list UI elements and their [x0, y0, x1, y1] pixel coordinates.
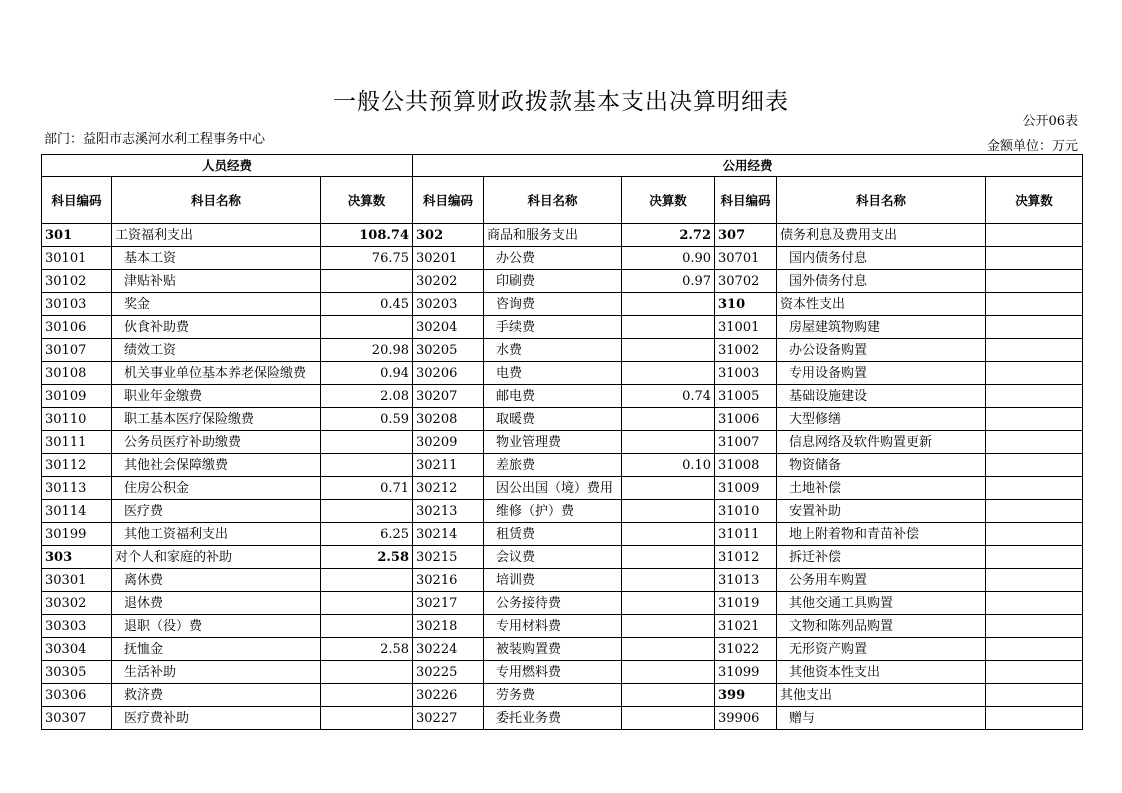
- code-cell: 31019: [715, 592, 777, 615]
- code-cell: 30109: [42, 385, 112, 408]
- code-cell: 30305: [42, 661, 112, 684]
- amount-cell: [986, 684, 1083, 707]
- amount-cell: [622, 500, 715, 523]
- code-cell: 30207: [413, 385, 484, 408]
- table-row: [42, 385, 1083, 408]
- code-cell: 31007: [715, 431, 777, 454]
- code-cell: 30103: [42, 293, 112, 316]
- name-cell: 公务员医疗补助缴费: [112, 431, 321, 454]
- amount-cell: [986, 316, 1083, 339]
- amount-cell: 0.45: [321, 293, 413, 316]
- amount-cell: [622, 546, 715, 569]
- table-row: [42, 224, 1083, 247]
- amount-cell: [986, 569, 1083, 592]
- name-cell: 物资储备: [777, 454, 986, 477]
- code-cell: 303: [42, 546, 112, 569]
- header-name-1: 科目名称: [112, 177, 321, 224]
- amount-cell: [321, 592, 413, 615]
- amount-cell: [622, 362, 715, 385]
- code-cell: 30206: [413, 362, 484, 385]
- name-cell: 退休费: [112, 592, 321, 615]
- code-cell: 31022: [715, 638, 777, 661]
- amount-cell: 2.58: [321, 546, 413, 569]
- name-cell: 工资福利支出: [112, 224, 321, 247]
- amount-cell: [986, 477, 1083, 500]
- table-row: [42, 615, 1083, 638]
- name-cell: 办公设备购置: [777, 339, 986, 362]
- name-cell: 医疗费: [112, 500, 321, 523]
- code-cell: 30108: [42, 362, 112, 385]
- amount-cell: 0.94: [321, 362, 413, 385]
- code-cell: 30226: [413, 684, 484, 707]
- amount-cell: 0.59: [321, 408, 413, 431]
- code-cell: 30303: [42, 615, 112, 638]
- code-cell: 30102: [42, 270, 112, 293]
- amount-cell: 0.97: [622, 270, 715, 293]
- table-row: [42, 247, 1083, 270]
- code-cell: 399: [715, 684, 777, 707]
- code-cell: 30204: [413, 316, 484, 339]
- name-cell: 基本工资: [112, 247, 321, 270]
- code-cell: 31010: [715, 500, 777, 523]
- name-cell: 抚恤金: [112, 638, 321, 661]
- amount-cell: [622, 638, 715, 661]
- amount-cell: [622, 569, 715, 592]
- code-cell: 30111: [42, 431, 112, 454]
- amount-cell: 6.25: [321, 523, 413, 546]
- code-cell: 31001: [715, 316, 777, 339]
- code-cell: 30199: [42, 523, 112, 546]
- name-cell: 债务利息及费用支出: [777, 224, 986, 247]
- header-amount-2: 决算数: [622, 177, 715, 224]
- code-cell: 31012: [715, 546, 777, 569]
- header-code-1: 科目编码: [42, 177, 112, 224]
- name-cell: 培训费: [484, 569, 622, 592]
- name-cell: 被装购置费: [484, 638, 622, 661]
- name-cell: 其他支出: [777, 684, 986, 707]
- name-cell: 专用设备购置: [777, 362, 986, 385]
- name-cell: 资本性支出: [777, 293, 986, 316]
- name-cell: 其他工资福利支出: [112, 523, 321, 546]
- code-cell: 30213: [413, 500, 484, 523]
- name-cell: 其他资本性支出: [777, 661, 986, 684]
- name-cell: 劳务费: [484, 684, 622, 707]
- code-cell: 310: [715, 293, 777, 316]
- table-row: [42, 684, 1083, 707]
- code-cell: 30110: [42, 408, 112, 431]
- amount-cell: 76.75: [321, 247, 413, 270]
- table-row: [42, 454, 1083, 477]
- amount-cell: 2.58: [321, 638, 413, 661]
- amount-cell: [622, 684, 715, 707]
- name-cell: 绩效工资: [112, 339, 321, 362]
- name-cell: 因公出国（境）费用: [484, 477, 622, 500]
- amount-cell: [321, 615, 413, 638]
- code-cell: 31006: [715, 408, 777, 431]
- table-row: [42, 569, 1083, 592]
- amount-cell: [321, 569, 413, 592]
- code-cell: 30216: [413, 569, 484, 592]
- amount-cell: 2.72: [622, 224, 715, 247]
- amount-cell: 0.10: [622, 454, 715, 477]
- code-cell: 31002: [715, 339, 777, 362]
- code-cell: 31003: [715, 362, 777, 385]
- group-public: 公用经费: [413, 155, 1083, 177]
- amount-unit-label: 金额单位：万元: [986, 139, 1078, 154]
- name-cell: 差旅费: [484, 454, 622, 477]
- amount-cell: 0.90: [622, 247, 715, 270]
- name-cell: 其他交通工具购置: [777, 592, 986, 615]
- code-cell: 30208: [413, 408, 484, 431]
- code-cell: 30214: [413, 523, 484, 546]
- amount-cell: [622, 408, 715, 431]
- code-cell: 31011: [715, 523, 777, 546]
- name-cell: 拆迁补偿: [777, 546, 986, 569]
- table-row: [42, 661, 1083, 684]
- table-code: 公开06表: [1022, 114, 1078, 129]
- name-cell: 手续费: [484, 316, 622, 339]
- name-cell: 无形资产购置: [777, 638, 986, 661]
- code-cell: 307: [715, 224, 777, 247]
- amount-cell: [321, 500, 413, 523]
- code-cell: 30217: [413, 592, 484, 615]
- code-cell: 31005: [715, 385, 777, 408]
- code-cell: 30224: [413, 638, 484, 661]
- name-cell: 房屋建筑物购建: [777, 316, 986, 339]
- name-cell: 离休费: [112, 569, 321, 592]
- code-cell: 30218: [413, 615, 484, 638]
- amount-cell: [986, 224, 1083, 247]
- name-cell: 国外债务付息: [777, 270, 986, 293]
- name-cell: 专用燃料费: [484, 661, 622, 684]
- name-cell: 信息网络及软件购置更新: [777, 431, 986, 454]
- code-cell: 30201: [413, 247, 484, 270]
- table-row: [42, 293, 1083, 316]
- code-cell: 30702: [715, 270, 777, 293]
- name-cell: 会议费: [484, 546, 622, 569]
- amount-cell: [986, 270, 1083, 293]
- name-cell: 公务接待费: [484, 592, 622, 615]
- header-amount-1: 决算数: [321, 177, 413, 224]
- amount-cell: [622, 523, 715, 546]
- amount-cell: 108.74: [321, 224, 413, 247]
- code-cell: 30701: [715, 247, 777, 270]
- amount-cell: 0.71: [321, 477, 413, 500]
- table-row: [42, 546, 1083, 569]
- name-cell: 维修（护）费: [484, 500, 622, 523]
- table-row: [42, 500, 1083, 523]
- amount-cell: [321, 684, 413, 707]
- name-cell: 生活补助: [112, 661, 321, 684]
- code-cell: 31099: [715, 661, 777, 684]
- code-cell: 30304: [42, 638, 112, 661]
- code-cell: 39906: [715, 707, 777, 730]
- name-cell: 土地补偿: [777, 477, 986, 500]
- code-cell: 30212: [413, 477, 484, 500]
- amount-cell: [321, 316, 413, 339]
- name-cell: 委托业务费: [484, 707, 622, 730]
- amount-cell: [622, 431, 715, 454]
- amount-cell: [622, 477, 715, 500]
- amount-cell: 0.74: [622, 385, 715, 408]
- name-cell: 国内债务付息: [777, 247, 986, 270]
- table-row: [42, 339, 1083, 362]
- code-cell: 30307: [42, 707, 112, 730]
- name-cell: 医疗费补助: [112, 707, 321, 730]
- table-row: [42, 523, 1083, 546]
- amount-cell: [986, 707, 1083, 730]
- name-cell: 商品和服务支出: [484, 224, 622, 247]
- name-cell: 职业年金缴费: [112, 385, 321, 408]
- name-cell: 住房公积金: [112, 477, 321, 500]
- name-cell: 公务用车购置: [777, 569, 986, 592]
- table-row: [42, 592, 1083, 615]
- name-cell: 职工基本医疗保险缴费: [112, 408, 321, 431]
- name-cell: 取暖费: [484, 408, 622, 431]
- amount-cell: [986, 546, 1083, 569]
- code-cell: 30203: [413, 293, 484, 316]
- amount-cell: [321, 661, 413, 684]
- table-row: [42, 707, 1083, 730]
- code-cell: 30112: [42, 454, 112, 477]
- amount-cell: [622, 592, 715, 615]
- table-row: [42, 638, 1083, 661]
- name-cell: 租赁费: [484, 523, 622, 546]
- name-cell: 物业管理费: [484, 431, 622, 454]
- amount-cell: [321, 707, 413, 730]
- amount-cell: [986, 661, 1083, 684]
- name-cell: 文物和陈列品购置: [777, 615, 986, 638]
- table-row: [42, 316, 1083, 339]
- code-cell: 30302: [42, 592, 112, 615]
- amount-cell: [986, 454, 1083, 477]
- code-cell: 30107: [42, 339, 112, 362]
- amount-cell: [622, 293, 715, 316]
- name-cell: 大型修缮: [777, 408, 986, 431]
- name-cell: 水费: [484, 339, 622, 362]
- code-cell: 30209: [413, 431, 484, 454]
- header-amount-3: 决算数: [986, 177, 1083, 224]
- name-cell: 印刷费: [484, 270, 622, 293]
- code-cell: 30306: [42, 684, 112, 707]
- header-name-2: 科目名称: [484, 177, 622, 224]
- amount-cell: [986, 523, 1083, 546]
- amount-cell: 20.98: [321, 339, 413, 362]
- name-cell: 安置补助: [777, 500, 986, 523]
- name-cell: 奖金: [112, 293, 321, 316]
- code-cell: 30101: [42, 247, 112, 270]
- amount-cell: [321, 270, 413, 293]
- name-cell: 地上附着物和青苗补偿: [777, 523, 986, 546]
- code-cell: 30215: [413, 546, 484, 569]
- amount-cell: [986, 408, 1083, 431]
- group-personnel: 人员经费: [42, 155, 413, 177]
- amount-cell: [622, 339, 715, 362]
- code-cell: 31013: [715, 569, 777, 592]
- table-row: [42, 270, 1083, 293]
- amount-cell: [622, 707, 715, 730]
- code-cell: 31009: [715, 477, 777, 500]
- amount-cell: [986, 247, 1083, 270]
- amount-cell: [986, 615, 1083, 638]
- name-cell: 救济费: [112, 684, 321, 707]
- name-cell: 津贴补贴: [112, 270, 321, 293]
- amount-cell: [622, 316, 715, 339]
- code-cell: 30106: [42, 316, 112, 339]
- code-cell: 30113: [42, 477, 112, 500]
- code-cell: 302: [413, 224, 484, 247]
- code-cell: 30114: [42, 500, 112, 523]
- amount-cell: [622, 615, 715, 638]
- code-cell: 30225: [413, 661, 484, 684]
- table-row: [42, 431, 1083, 454]
- page-title: 一般公共预算财政拨款基本支出决算明细表: [333, 89, 789, 115]
- amount-cell: [321, 431, 413, 454]
- name-cell: 办公费: [484, 247, 622, 270]
- amount-cell: [622, 661, 715, 684]
- table-row: [42, 477, 1083, 500]
- header-code-2: 科目编码: [413, 177, 484, 224]
- name-cell: 退职（役）费: [112, 615, 321, 638]
- code-cell: 30227: [413, 707, 484, 730]
- header-code-3: 科目编码: [715, 177, 777, 224]
- amount-cell: [986, 293, 1083, 316]
- name-cell: 赠与: [777, 707, 986, 730]
- expenditure-table: [41, 154, 1083, 730]
- amount-cell: [321, 454, 413, 477]
- code-cell: 30211: [413, 454, 484, 477]
- name-cell: 对个人和家庭的补助: [112, 546, 321, 569]
- table-row: [42, 408, 1083, 431]
- header-name-3: 科目名称: [777, 177, 986, 224]
- amount-cell: 2.08: [321, 385, 413, 408]
- name-cell: 基础设施建设: [777, 385, 986, 408]
- code-cell: 31008: [715, 454, 777, 477]
- amount-cell: [986, 385, 1083, 408]
- name-cell: 专用材料费: [484, 615, 622, 638]
- department-label: 部门：益阳市志溪河水利工程事务中心: [44, 132, 266, 147]
- amount-cell: [986, 339, 1083, 362]
- code-cell: 30301: [42, 569, 112, 592]
- amount-cell: [986, 362, 1083, 385]
- name-cell: 电费: [484, 362, 622, 385]
- code-cell: 30205: [413, 339, 484, 362]
- amount-cell: [986, 592, 1083, 615]
- amount-cell: [986, 431, 1083, 454]
- amount-cell: [986, 500, 1083, 523]
- name-cell: 其他社会保障缴费: [112, 454, 321, 477]
- code-cell: 30202: [413, 270, 484, 293]
- name-cell: 咨询费: [484, 293, 622, 316]
- code-cell: 301: [42, 224, 112, 247]
- name-cell: 机关事业单位基本养老保险缴费: [112, 362, 321, 385]
- name-cell: 伙食补助费: [112, 316, 321, 339]
- code-cell: 31021: [715, 615, 777, 638]
- amount-cell: [986, 638, 1083, 661]
- table-row: [42, 362, 1083, 385]
- name-cell: 邮电费: [484, 385, 622, 408]
